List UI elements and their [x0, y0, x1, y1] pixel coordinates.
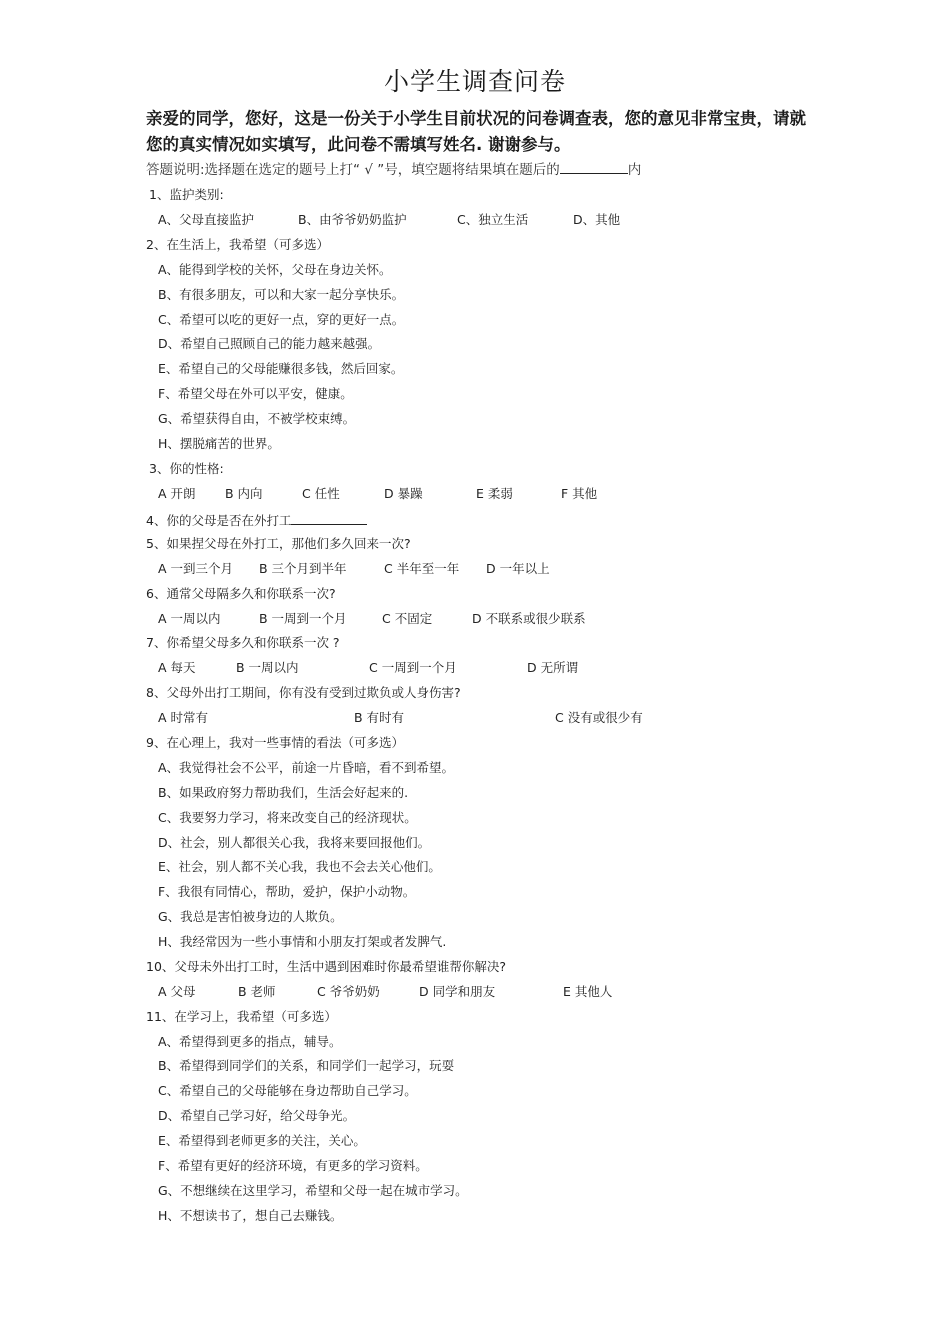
- q11-option-c[interactable]: C、希望自己的父母能够在身边帮助自己学习。: [158, 1083, 417, 1098]
- q9-option-h[interactable]: H、我经常因为一些小事情和小朋友打架或者发脾气.: [158, 934, 447, 949]
- q5-option-b[interactable]: B 三个月到半年: [259, 561, 347, 576]
- answer-instruction: [146, 158, 641, 178]
- q10-option-a[interactable]: A 父母: [158, 984, 196, 999]
- q9-option-f[interactable]: F、我很有同情心，帮助，爱护，保护小动物。: [158, 884, 416, 899]
- q2-option-d[interactable]: D、希望自己照顾自己的能力越来越强。: [158, 336, 381, 351]
- q11-option-g[interactable]: G、不想继续在这里学习，希望和父母一起在城市学习。: [158, 1183, 468, 1198]
- q9-option-c[interactable]: C、我要努力学习，将来改变自己的经济现状。: [158, 810, 417, 825]
- question-9-label: 9、在心理上，我对一些事情的看法（可多选）: [146, 735, 404, 750]
- question-6-label: 6、通常父母隔多久和你联系一次?: [146, 586, 336, 601]
- q2-option-h[interactable]: H、摆脱痛苦的世界。: [158, 436, 280, 451]
- question-4: [146, 510, 367, 529]
- q8-option-b[interactable]: B 有时有: [354, 710, 405, 725]
- q11-option-e[interactable]: E、希望得到老师更多的关注，关心。: [158, 1133, 366, 1148]
- instruction-text: 答题说明:选择题在选定的题号上打“ √ ”号，填空题将结果填在题后的: [146, 162, 560, 178]
- q2-option-f[interactable]: F、希望父母在外可以平安，健康。: [158, 386, 353, 401]
- question-4-answer-blank[interactable]: [291, 510, 367, 525]
- q7-option-c[interactable]: C 一周到一个月: [369, 660, 457, 675]
- q9-option-d[interactable]: D、社会，别人都很关心我，我将来要回报他们。: [158, 835, 431, 850]
- question-7-label: 7、你希望父母多久和你联系一次 ?: [146, 635, 340, 650]
- page-title: 小学生调查问卷: [383, 67, 566, 96]
- q3-option-f[interactable]: F 其他: [561, 486, 598, 501]
- q9-option-a[interactable]: A、我觉得社会不公平，前途一片昏暗，看不到希望。: [158, 760, 455, 775]
- question-8-label: 8、父母外出打工期间，你有没有受到过欺负或人身伤害?: [146, 685, 461, 700]
- q8-option-c[interactable]: C 没有或很少有: [555, 710, 643, 725]
- q9-option-b[interactable]: B、如果政府努力帮助我们，生活会好起来的.: [158, 785, 409, 800]
- q5-option-d[interactable]: D 一年以上: [486, 561, 550, 576]
- q5-option-c[interactable]: C 半年至一年: [384, 561, 460, 576]
- q7-option-a[interactable]: A 每天: [158, 660, 196, 675]
- q6-option-b[interactable]: B 一周到一个月: [259, 611, 347, 626]
- q2-option-g[interactable]: G、希望获得自由，不被学校束缚。: [158, 411, 356, 426]
- q11-option-a[interactable]: A、希望得到更多的指点，辅导。: [158, 1034, 342, 1049]
- q11-option-h[interactable]: H、不想读书了，想自己去赚钱。: [158, 1208, 343, 1223]
- q9-option-g[interactable]: G、我总是害怕被身边的人欺负。: [158, 909, 343, 924]
- instruction-suffix: 内: [627, 162, 642, 178]
- q11-option-b[interactable]: B、希望得到同学们的关系，和同学们一起学习，玩耍: [158, 1058, 455, 1073]
- q10-option-e[interactable]: E 其他人: [563, 984, 613, 999]
- q11-option-f[interactable]: F、希望有更好的经济环境，有更多的学习资料。: [158, 1158, 428, 1173]
- q2-option-c[interactable]: C、希望可以吃的更好一点，穿的更好一点。: [158, 312, 405, 327]
- q5-option-a[interactable]: A 一到三个月: [158, 561, 234, 576]
- question-10-label: 10、父母未外出打工时，生活中遇到困难时你最希望谁帮你解决?: [146, 959, 507, 974]
- q1-option-a[interactable]: A、父母直接监护: [158, 212, 255, 227]
- question-1-label: 1、监护类别:: [149, 187, 224, 202]
- question-5-label: 5、如果捏父母在外打工，那他们多久回来一次?: [146, 536, 411, 551]
- q2-option-b[interactable]: B、有很多朋友，可以和大家一起分享快乐。: [158, 287, 405, 302]
- q1-option-b[interactable]: B、由爷爷奶奶监护: [298, 212, 407, 227]
- question-2-label: 2、在生活上，我希望（可多选）: [146, 237, 329, 252]
- instruction-blank: [560, 159, 628, 174]
- q2-option-e[interactable]: E、希望自己的父母能赚很多钱，然后回家。: [158, 361, 404, 376]
- q1-option-d[interactable]: D、其他: [573, 212, 621, 227]
- q10-option-d[interactable]: D 同学和朋友: [419, 984, 496, 999]
- q6-option-c[interactable]: C 不固定: [382, 611, 433, 626]
- q3-option-d[interactable]: D 暴躁: [384, 486, 423, 501]
- q10-option-b[interactable]: B 老师: [238, 984, 276, 999]
- q7-option-d[interactable]: D 无所谓: [527, 660, 579, 675]
- question-4-label: 4、你的父母是否在外打工: [146, 513, 292, 528]
- q6-option-d[interactable]: D 不联系或很少联系: [472, 611, 586, 626]
- q6-option-a[interactable]: A 一周以内: [158, 611, 221, 626]
- q11-option-d[interactable]: D、希望自己学习好，给父母争光。: [158, 1108, 356, 1123]
- intro-paragraph: 亲爱的同学，您好，这是一份关于小学生目前状况的问卷调查表，您的意见非常宝贵，请就您的真实情况如实填写，此问卷不需填写姓名. 谢谢参与。: [146, 109, 806, 154]
- question-3-label: 3、你的性格:: [149, 461, 224, 476]
- q3-option-e[interactable]: E 柔弱: [476, 486, 513, 501]
- q10-option-c[interactable]: C 爷爷奶奶: [317, 984, 380, 999]
- q2-option-a[interactable]: A、能得到学校的关怀，父母在身边关怀。: [158, 262, 392, 277]
- q8-option-a[interactable]: A 时常有: [158, 710, 209, 725]
- question-11-label: 11、在学习上，我希望（可多选）: [146, 1009, 337, 1024]
- q3-option-a[interactable]: A 开朗: [158, 486, 196, 501]
- q9-option-e[interactable]: E、社会，别人都不关心我，我也不会去关心他们。: [158, 859, 441, 874]
- q3-option-c[interactable]: C 任性: [302, 486, 340, 501]
- q7-option-b[interactable]: B 一周以内: [236, 660, 299, 675]
- q3-option-b[interactable]: B 内向: [225, 486, 263, 501]
- q1-option-c[interactable]: C、独立生活: [457, 212, 529, 227]
